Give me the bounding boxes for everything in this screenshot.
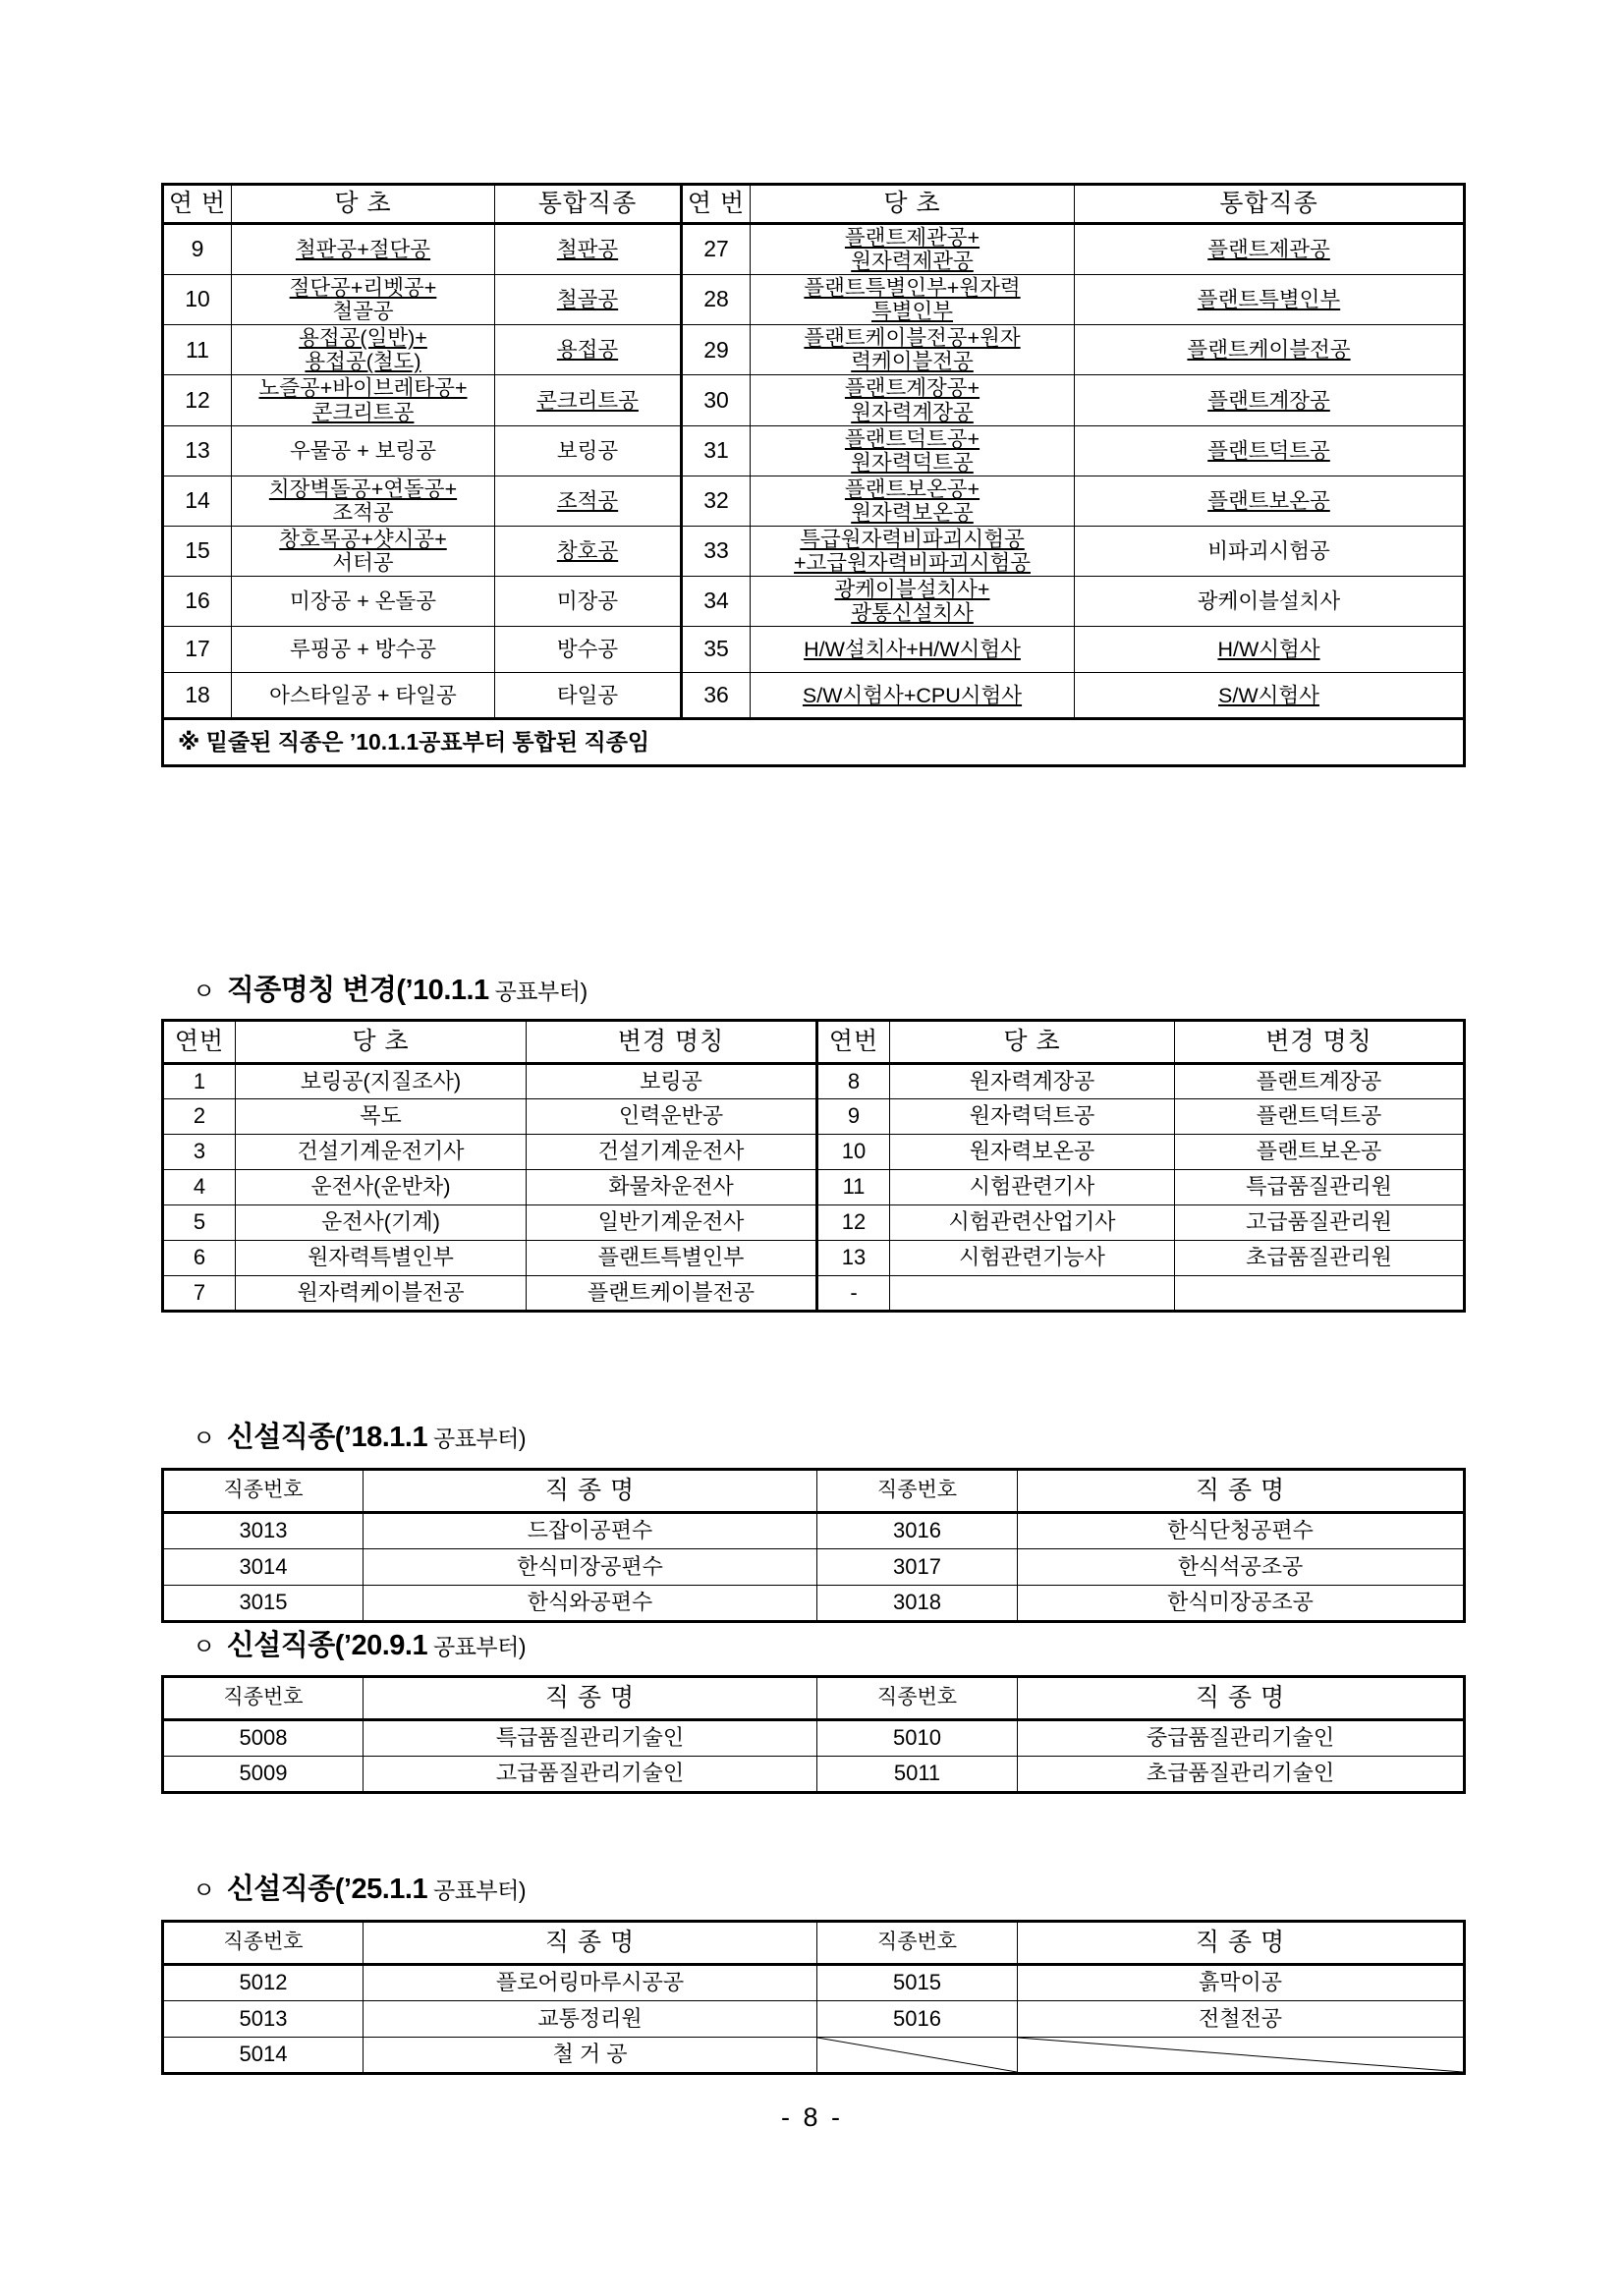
cell-line: 철골공 [556,288,619,312]
cell-original-left: 원자력특별인부 [236,1241,527,1276]
col-header-name-left: 직 종 명 [364,1470,817,1513]
cell-code-right: 3017 [817,1549,1018,1586]
cell-line: 절단공+리벳공+ [289,276,437,301]
cell-new-name-left: 화물차운전사 [527,1170,817,1205]
cell-seq-right: 31 [682,425,751,476]
cell-seq-right: 27 [682,224,751,275]
table-row [163,1513,1465,1549]
table-row [163,1757,1465,1793]
cell-seq-right: 9 [817,1099,890,1135]
cell-line: 아스타일공 + 타일공 [269,683,457,707]
cell-line: 플랜트계장공+ [844,376,980,401]
table-row [163,526,1465,576]
cell-original-right: 시험관련산업기사 [890,1205,1175,1241]
col-header-seq-right: 연번 [817,1021,890,1064]
cell-original-left: 원자력케이블전공 [236,1276,527,1312]
table-row [163,1549,1465,1586]
cell-original-right [890,1276,1175,1312]
cell-merged-left [495,375,682,425]
cell-name-left: 플로어링마루시공공 [364,1965,817,2001]
cell-seq-left: 4 [163,1170,236,1205]
cell-code-left: 5012 [163,1965,364,2001]
cell-seq-left: 18 [163,673,232,719]
cell-line: 방수공 [556,638,619,662]
col-header-seq-right: 연 번 [682,185,751,224]
cell-original-right: 시험관련기능사 [890,1241,1175,1276]
col-header-merged-left: 통합직종 [495,185,682,224]
cell-line: H/W설치사+H/W시험사 [804,638,1021,662]
table-row [163,1205,1465,1241]
cell-original-right [751,476,1075,526]
col-header-seq-left: 연 번 [163,185,232,224]
cell-code-right: 5010 [817,1720,1018,1757]
table-footnote-row [163,719,1465,766]
cell-merged-right [1075,275,1465,325]
cell-line: 플랜트보온공 [1207,488,1330,513]
cell-line: 플랜트계장공 [1207,388,1330,413]
name-change-table [161,1019,1466,1313]
table-row [163,1241,1465,1276]
cell-original-left [232,224,495,275]
footnote-text: ※ 밑줄된 직종은 ’10.1.1공표부터 통합된 직종임 [163,719,1465,766]
cell-seq-left: 9 [163,224,232,275]
cell-original-left: 운전사(기계) [236,1205,527,1241]
col-header-code-right: 직종번호 [817,1922,1018,1965]
bullet-circle-icon: ㅇ [193,1877,215,1904]
bullet-circle-icon: ㅇ [193,1426,215,1452]
table-row [163,1276,1465,1312]
cell-line: 치장벽돌공+연돌공+ [268,476,458,501]
cell-merged-left [495,673,682,719]
cell-seq-left: 2 [163,1099,236,1135]
cell-name-right: 한식미장공조공 [1018,1586,1465,1622]
cell-name-left: 드잡이공편수 [364,1513,817,1549]
cell-merged-left [495,224,682,275]
table-header-row [163,1922,1465,1965]
cell-code-right: 5015 [817,1965,1018,2001]
cell-seq-right: 36 [682,673,751,719]
cell-code-left: 5014 [163,2038,364,2074]
table-row [163,224,1465,275]
section-heading-new-2025 [193,1867,526,1907]
bullet-circle-icon: ㅇ [193,1634,215,1660]
cell-merged-right [1075,325,1465,375]
cell-line: 타일공 [556,683,619,707]
table-row [163,1170,1465,1205]
cell-line: S/W시험사 [1218,683,1319,707]
heading-suffix: 공표부터) [427,1634,527,1659]
cell-line: 광통신설치사 [851,601,974,626]
cell-merged-left [495,627,682,673]
cell-line: 용접공 [556,338,619,363]
heading-title: 직종명칭 변경( [226,975,406,1006]
table-row [163,1965,1465,2001]
heading-date: ’25.1.1 [343,1874,428,1905]
cell-name-left: 교통정리원 [364,2001,817,2038]
cell-seq-right: 34 [682,577,751,627]
heading-suffix: 공표부터) [427,1877,527,1903]
table-header-row [163,1677,1465,1720]
cell-original-left [232,526,495,576]
cell-code-right: 3016 [817,1513,1018,1549]
cell-seq-left: 5 [163,1205,236,1241]
cell-name-right: 전철전공 [1018,2001,1465,2038]
cell-line: 원자력덕트공 [851,450,974,475]
cell-line: 미장공 + 온돌공 [289,589,437,614]
cell-original-right: 원자력보온공 [890,1135,1175,1170]
cell-name-left: 한식와공편수 [364,1586,817,1622]
cell-name-left: 특급품질관리기술인 [364,1720,817,1757]
cell-code-right: 3018 [817,1586,1018,1622]
cell-merged-right [1075,425,1465,476]
cell-code-left: 5013 [163,2001,364,2038]
cell-name-right: 초급품질관리기술인 [1018,1757,1465,1793]
cell-new-name-right: 플랜트계장공 [1175,1064,1465,1099]
cell-line: 광케이블설치사+ [834,578,990,602]
new-occupations-2018-table [161,1468,1466,1623]
cell-new-name-right: 플랜트보온공 [1175,1135,1465,1170]
heading-title: 신설직종( [226,1422,344,1453]
cell-line: 플랜트특별인부 [1197,288,1341,312]
cell-line: 콘크리트공 [311,400,415,424]
section-heading-new-2018 [193,1415,526,1455]
cell-code-left: 5008 [163,1720,364,1757]
col-header-name-left: 직 종 명 [364,1922,817,1965]
col-header-new-left: 변경 명칭 [527,1021,817,1064]
cell-original-right [751,375,1075,425]
cell-original-right [751,577,1075,627]
col-header-code-right: 직종번호 [817,1470,1018,1513]
col-header-code-left: 직종번호 [163,1922,364,1965]
cell-seq-right: - [817,1276,890,1312]
cell-original-left: 건설기계운전기사 [236,1135,527,1170]
cell-name-left: 철 거 공 [364,2038,817,2074]
cell-original-right: 원자력덕트공 [890,1099,1175,1135]
cell-seq-left: 15 [163,526,232,576]
cell-original-right [751,526,1075,576]
cell-line: 특급원자력비파괴시험공 [800,527,1025,551]
cell-new-name-right: 초급품질관리원 [1175,1241,1465,1276]
cell-merged-right [1075,627,1465,673]
cell-line: S/W시험사+CPU시험사 [802,683,1023,707]
cell-line: 콘크리트공 [536,388,639,413]
cell-line: 창호목공+샷시공+ [279,527,447,551]
cell-original-right [751,627,1075,673]
cell-seq-left: 1 [163,1064,236,1099]
cell-original-right: 원자력계장공 [890,1064,1175,1099]
cell-line: 플랜트특별인부+원자력 [804,276,1021,301]
cell-line: 력케이블전공 [851,350,974,374]
cell-merged-right [1075,375,1465,425]
cell-code-left: 3015 [163,1586,364,1622]
cell-seq-left: 17 [163,627,232,673]
col-header-name-right: 직 종 명 [1018,1677,1465,1720]
cell-merged-left [495,476,682,526]
cell-original-left [232,673,495,719]
cell-line: 플랜트덕트공 [1207,438,1330,463]
cell-original-left: 목도 [236,1099,527,1135]
cell-line: 플랜트보온공+ [844,476,980,501]
cell-name-right: 한식석공조공 [1018,1549,1465,1586]
diagonal-strike-icon [817,2038,1017,2072]
heading-title: 신설직종( [226,1630,344,1661]
table-row [163,2038,1465,2074]
table-row [163,1099,1465,1135]
cell-line: 원자력보온공 [851,500,974,525]
cell-line: H/W시험사 [1217,638,1320,662]
cell-code-right: 5011 [817,1757,1018,1793]
cell-line: 철판공+절단공 [295,238,431,262]
cell-merged-left [495,325,682,375]
cell-line: 미장공 [556,589,619,614]
cell-original-left [232,375,495,425]
table-header-row [163,185,1465,224]
cell-code-left: 3014 [163,1549,364,1586]
cell-new-name-left: 일반기계운전사 [527,1205,817,1241]
cell-line: 서터공 [332,551,394,576]
cell-seq-left: 16 [163,577,232,627]
col-header-orig-right: 당 초 [890,1021,1175,1064]
heading-title: 신설직종( [226,1874,344,1905]
col-header-new-right: 변경 명칭 [1175,1021,1465,1064]
table-row [163,577,1465,627]
cell-name-left: 고급품질관리기술인 [364,1757,817,1793]
cell-name-right: 한식단청공편수 [1018,1513,1465,1549]
section-heading-name-change [193,968,588,1008]
new-occupations-2020-table [161,1675,1466,1794]
cell-code-left: 3013 [163,1513,364,1549]
cell-line: 플랜트덕트공+ [844,426,980,451]
cell-seq-right: 12 [817,1205,890,1241]
cell-name-right-empty [1018,2038,1465,2074]
cell-original-right [751,275,1075,325]
col-header-orig-left: 당 초 [232,185,495,224]
cell-original-right: 시험관련기사 [890,1170,1175,1205]
cell-seq-right: 35 [682,627,751,673]
cell-original-left: 운전사(운반차) [236,1170,527,1205]
cell-seq-right: 10 [817,1135,890,1170]
col-header-orig-left: 당 초 [236,1021,527,1064]
diagonal-strike-icon [1018,2038,1463,2072]
cell-new-name-left: 플랜트특별인부 [527,1241,817,1276]
cell-line: 창호공 [556,538,619,563]
cell-seq-left: 11 [163,325,232,375]
cell-line: 루핑공 + 방수공 [289,638,437,662]
cell-line: 용접공(철도) [305,350,421,374]
col-header-name-right: 직 종 명 [1018,1470,1465,1513]
cell-line: 플랜트제관공+ [844,226,980,250]
cell-new-name-right: 특급품질관리원 [1175,1170,1465,1205]
cell-new-name-right: 플랜트덕트공 [1175,1099,1465,1135]
col-header-name-left: 직 종 명 [364,1677,817,1720]
cell-merged-right [1075,577,1465,627]
table-row [163,627,1465,673]
col-header-code-left: 직종번호 [163,1677,364,1720]
cell-line: 플랜트제관공 [1207,238,1330,262]
cell-original-right [751,425,1075,476]
cell-line: 조적공 [332,500,394,525]
cell-code-right: 5016 [817,2001,1018,2038]
cell-line: 플랜트케이블전공+원자 [804,326,1021,351]
cell-seq-left: 13 [163,425,232,476]
cell-merged-right [1075,224,1465,275]
heading-suffix: 공표부터) [488,979,588,1004]
cell-original-left [232,476,495,526]
cell-line: 원자력제관공 [851,250,974,274]
table-row [163,275,1465,325]
cell-new-name-left: 플랜트케이블전공 [527,1276,817,1312]
cell-original-right [751,325,1075,375]
cell-line: +고급원자력비파괴시험공 [793,551,1032,576]
cell-name-right: 흙막이공 [1018,1965,1465,2001]
heading-suffix: 공표부터) [427,1426,527,1451]
cell-seq-right: 32 [682,476,751,526]
cell-line: 플랜트케이블전공 [1187,338,1351,363]
col-header-seq-left: 연번 [163,1021,236,1064]
cell-original-left [232,275,495,325]
page-number: - 8 - [780,2102,843,2132]
cell-merged-right [1075,526,1465,576]
cell-seq-right: 13 [817,1241,890,1276]
new-occupations-2025-table [161,1920,1466,2075]
cell-new-name-left: 건설기계운전사 [527,1135,817,1170]
cell-merged-left [495,425,682,476]
cell-merged-left [495,526,682,576]
cell-seq-right: 30 [682,375,751,425]
cell-line: 철판공 [556,238,619,262]
table-row [163,476,1465,526]
heading-date: ’18.1.1 [343,1422,428,1453]
cell-original-left: 보링공(지질조사) [236,1064,527,1099]
cell-seq-left: 14 [163,476,232,526]
cell-seq-right: 11 [817,1170,890,1205]
col-header-name-right: 직 종 명 [1018,1922,1465,1965]
table-row [163,673,1465,719]
cell-original-right [751,673,1075,719]
cell-seq-right: 8 [817,1064,890,1099]
cell-original-right [751,224,1075,275]
col-header-merged-right: 통합직종 [1075,185,1465,224]
cell-original-left [232,627,495,673]
cell-new-name-left: 인력운반공 [527,1099,817,1135]
table-row [163,375,1465,425]
cell-seq-left: 6 [163,1241,236,1276]
cell-new-name-right [1175,1276,1465,1312]
cell-merged-left [495,275,682,325]
col-header-orig-right: 당 초 [751,185,1075,224]
cell-seq-left: 10 [163,275,232,325]
cell-seq-left: 12 [163,375,232,425]
table-header-row [163,1021,1465,1064]
cell-line: 노즐공+바이브레타공+ [258,376,468,401]
heading-date: ’10.1.1 [405,975,489,1006]
cell-line: 보링공 [556,438,619,463]
section-heading-new-2020 [193,1623,526,1663]
cell-line: 철골공 [332,300,394,324]
cell-original-left [232,577,495,627]
cell-merged-right [1075,476,1465,526]
merged-occupations-table [161,183,1466,767]
table-row [163,325,1465,375]
cell-line: 조적공 [556,488,619,513]
heading-date: ’20.9.1 [343,1630,428,1661]
cell-code-left: 5009 [163,1757,364,1793]
cell-seq-right: 28 [682,275,751,325]
table-row [163,2001,1465,2038]
cell-line: 특별인부 [870,300,954,324]
col-header-code-right: 직종번호 [817,1677,1018,1720]
cell-seq-left: 7 [163,1276,236,1312]
cell-line: 용접공(일반)+ [299,326,427,351]
table-header-row [163,1470,1465,1513]
cell-seq-right: 33 [682,526,751,576]
table-row [163,425,1465,476]
cell-seq-right: 29 [682,325,751,375]
cell-new-name-right: 고급품질관리원 [1175,1205,1465,1241]
table-row [163,1135,1465,1170]
table-row [163,1720,1465,1757]
cell-name-right: 중급품질관리기술인 [1018,1720,1465,1757]
cell-code-right-empty [817,2038,1018,2074]
table-row [163,1064,1465,1099]
cell-merged-right [1075,673,1465,719]
cell-original-left [232,325,495,375]
cell-merged-left [495,577,682,627]
bullet-circle-icon: ㅇ [193,979,215,1005]
cell-name-left: 한식미장공편수 [364,1549,817,1586]
table-row [163,1586,1465,1622]
cell-line: 비파괴시험공 [1207,538,1330,563]
cell-seq-left: 3 [163,1135,236,1170]
cell-new-name-left: 보링공 [527,1064,817,1099]
cell-line: 원자력계장공 [851,400,974,424]
cell-line: 광케이블설치사 [1197,589,1341,614]
col-header-code-left: 직종번호 [163,1470,364,1513]
cell-line: 우물공 + 보링공 [289,438,437,463]
cell-original-left [232,425,495,476]
